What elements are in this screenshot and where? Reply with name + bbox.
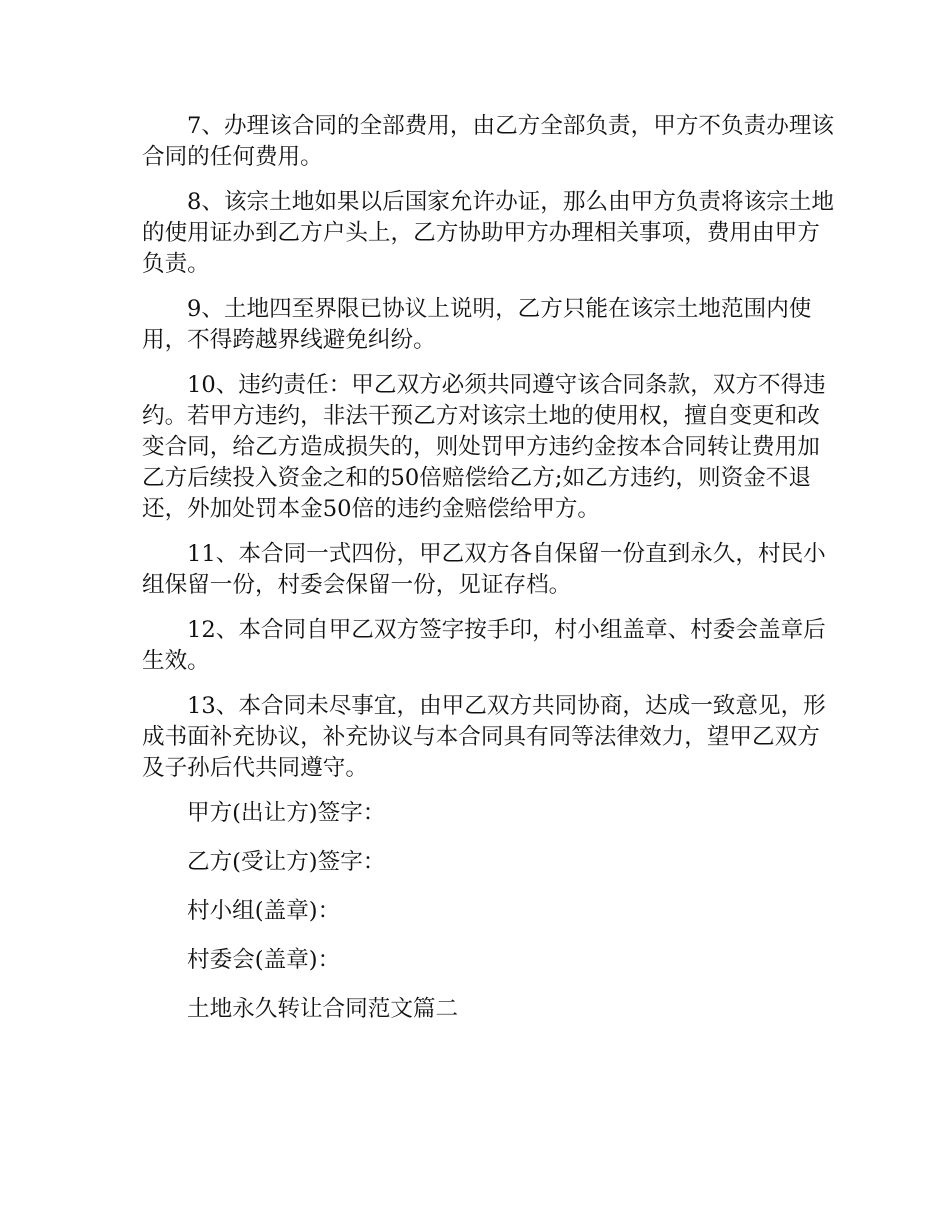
clause-9: 9、土地四至界限已协议上说明，乙方只能在该宗土地范围内使用，不得跨越界线避免纠纷。 [142, 296, 812, 353]
clause-12: 12、本合同自甲乙双方签字按手印，村小组盖章、村委会盖章后生效。 [142, 617, 826, 674]
clause-13: 13、本合同未尽事宜，由甲乙双方共同协商，达成一致意见，形成书面补充协议，补充协议与本合同具有同等法律效力，望甲乙双方及子孙后代共同遵守。 [142, 693, 826, 781]
signature-party-b: 乙方(受让方)签字： [187, 849, 386, 875]
clause-11: 11、本合同一式四份，甲乙双方各自保留一份直到永久，村民小组保留一份，村委会保留一份，见证存档。 [142, 541, 826, 598]
seal-village-committee: 村委会(盖章)： [187, 947, 341, 973]
clause-8: 8、该宗土地如果以后国家允许办证，那么由甲方负责将该宗土地的使用证办到乙方户头上，乙方协助甲方办理相关事项，费用由甲方负责。 [142, 189, 834, 277]
seal-village-group: 村小组(盖章)： [187, 898, 341, 924]
clause-7: 7、办理该合同的全部费用，由乙方全部负责，甲方不负责办理该合同的任何费用。 [142, 113, 834, 170]
clause-10: 10、违约责任：甲乙双方必须共同遵守该合同条款，双方不得违约。若甲方违约，非法干预乙方对该宗土地的使用权，擅自变更和改变合同，给乙方造成损失的，则处罚甲方违约金按本合同转让费用加乙方后续投入资金之和的50倍赔偿给乙方;如乙方违约，则资金不退还，外加处罚本金50倍的违约金赔偿给甲方。 [142, 372, 826, 522]
next-section-title: 土地永久转让合同范文篇二 [187, 996, 459, 1022]
document-content [142, 111, 842, 1048]
signature-party-a: 甲方(出让方)签字： [187, 800, 386, 826]
